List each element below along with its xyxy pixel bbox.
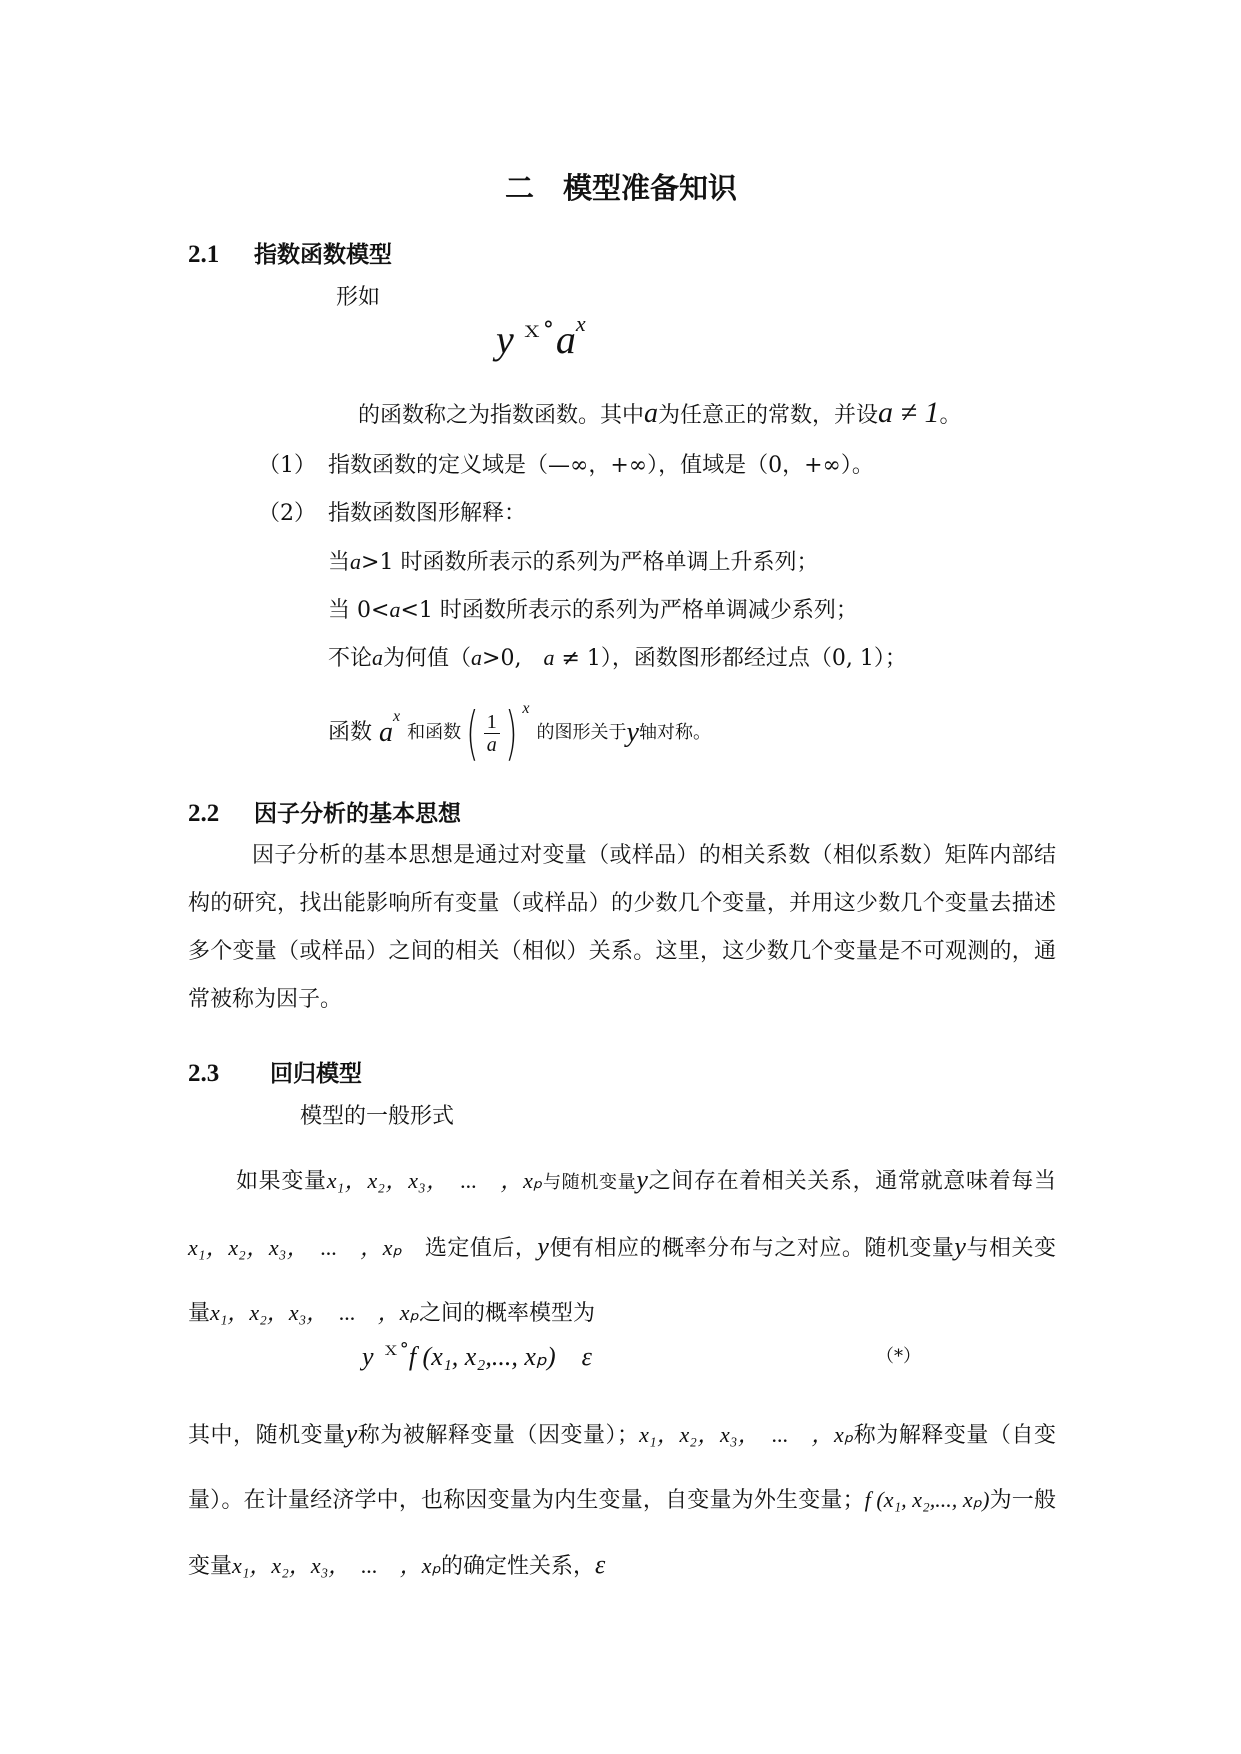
equation-tag: （*） <box>876 1346 921 1367</box>
exponent-x: x <box>522 700 530 717</box>
formula-rhs: f (x₁, x₂,..., xₚ) ε <box>408 1342 592 1371</box>
text: 便有相应的概率分布与之对应。随机变量 <box>548 1236 955 1261</box>
left-paren: ( <box>466 699 479 767</box>
var-a: a <box>471 645 483 670</box>
text: 选定值后， <box>424 1236 538 1261</box>
section-2-2-heading <box>188 795 461 828</box>
definition-text-2: 为任意正的常数，并设 <box>658 403 879 428</box>
text: 函数 <box>328 720 373 745</box>
var-y: y <box>954 1232 966 1261</box>
condition-a-neq-1: a ≠ 1 <box>878 396 940 429</box>
text: <1 时函数所表示的系列为严格单调减少系列； <box>400 598 858 623</box>
section-title: 因子分析的基本思想 <box>254 801 461 827</box>
text: 与相关变量 <box>188 1236 1056 1326</box>
explain-line-2 <box>328 595 858 626</box>
variables-x: x₁，x₂，x₃， ... ，xₚ <box>326 1168 543 1193</box>
section-title: 指数函数模型 <box>254 242 392 268</box>
var-a: a <box>372 645 384 670</box>
explain-line-1 <box>328 547 818 578</box>
text: 为何值（ <box>383 646 472 671</box>
text: 与随机变量 <box>542 1172 637 1193</box>
item-number: （2） <box>258 501 316 526</box>
text: 为一般变量 <box>188 1488 1056 1579</box>
numerator: 1 <box>484 711 500 734</box>
formula-symbol: ｘ° <box>381 1339 409 1360</box>
variables-x: x₁，x₂，x₃， ... ，xₚ <box>639 1422 854 1447</box>
text: 其中，随机变量 <box>188 1423 346 1448</box>
item-text: 指数函数图形解释： <box>328 501 527 526</box>
section-2-1-heading <box>188 236 392 269</box>
var-a: a <box>379 717 394 748</box>
explain-line-4 <box>328 694 711 767</box>
text: >0, <box>482 646 544 671</box>
item-text: 指数函数的定义域是（—∞，+∞），值域是（0，+∞）。 <box>328 453 874 478</box>
var-y: y <box>537 1232 549 1261</box>
variables-x: x₁，x₂，x₃， ... ，xₚ <box>210 1300 419 1325</box>
denominator: a <box>486 733 497 756</box>
item-1 <box>258 451 874 481</box>
exponent-x: x <box>393 708 401 725</box>
variables-x: x₁，x₂，x₃， ... ，xₚ <box>188 1235 402 1260</box>
text: 不论 <box>328 646 373 671</box>
right-paren: ) <box>504 699 518 767</box>
section-number: 2.2 <box>188 800 220 827</box>
page-title: 二 模型准备知识 <box>505 171 738 205</box>
var-a: a <box>350 549 362 574</box>
formula-y: y <box>496 317 514 362</box>
text: 如果变量 <box>236 1169 327 1194</box>
definition-text: 的函数称之为指数函数。其中 <box>358 403 645 428</box>
text: 称为解释变量（自变量）。在计量经济学中，也称因变量为内生变量，自变量为外生变量； <box>188 1423 1056 1513</box>
explain-line-3 <box>328 643 907 674</box>
section-number: 2.3 <box>188 1060 220 1087</box>
fraction-1-over-a <box>484 711 500 756</box>
text: 称为被解释变量（因变量）； <box>357 1423 640 1448</box>
variables-x: x₁，x₂，x₃， ... ，xₚ <box>232 1553 441 1578</box>
formula-exponent: x <box>575 311 586 336</box>
definition-end: 。 <box>939 403 962 428</box>
section-title: 回归模型 <box>270 1061 362 1087</box>
text: 当 <box>328 550 351 575</box>
text: 和函数 <box>407 722 462 743</box>
section-2-3-paragraph-2 <box>188 1402 1056 1599</box>
epsilon: ε <box>594 1550 606 1579</box>
text: 的确定性关系， <box>440 1554 595 1579</box>
formula-symbol: ｘ° <box>520 318 554 343</box>
definition-line <box>358 398 962 431</box>
var-y: y <box>636 1165 648 1194</box>
text: 当 0< <box>328 598 390 623</box>
text: ≠ 1），函数图形都经过点（0, 1）； <box>554 646 907 671</box>
intro-text: 模型的一般形式 <box>300 1104 455 1129</box>
section-2-2-body: 因子分析的基本思想是通过对变量（或样品）的相关系数（相似系数）矩阵内部结构的研究，找出能影响所有变量（或样品）的少数几个变量，并用这少数几个变量去描述多个变量（或样品）之间的相关（相似）关系。这里，这少数几个变量是不可观测的，通常被称为因子。 <box>188 843 1056 1012</box>
item-2 <box>258 499 526 529</box>
formula-base: a <box>555 317 576 362</box>
regression-formula <box>362 1336 592 1373</box>
text: 轴对称。 <box>638 722 711 743</box>
exponential-formula <box>496 311 586 363</box>
text: 之间存在着相关关系，通常就意味着每当 <box>647 1169 1056 1194</box>
function-f: f (x₁, x₂,..., xₚ) <box>864 1487 990 1512</box>
text: 的图形关于 <box>536 722 627 743</box>
var-a: a <box>389 597 401 622</box>
text: 之间的概率模型为 <box>418 1301 595 1326</box>
intro-text: 形如 <box>336 285 381 310</box>
var-y: y <box>345 1419 358 1448</box>
item-number: （1） <box>258 453 316 478</box>
section-2-3-paragraph-1 <box>188 1148 1056 1346</box>
var-y: y <box>626 717 639 748</box>
section-2-3-heading <box>188 1055 362 1088</box>
formula-y: y <box>362 1342 374 1371</box>
section-number: 2.1 <box>188 241 220 268</box>
text: >1 时函数所表示的系列为严格单调上升系列； <box>361 550 819 575</box>
var-a: a <box>543 645 555 670</box>
var-a: a <box>644 398 659 429</box>
